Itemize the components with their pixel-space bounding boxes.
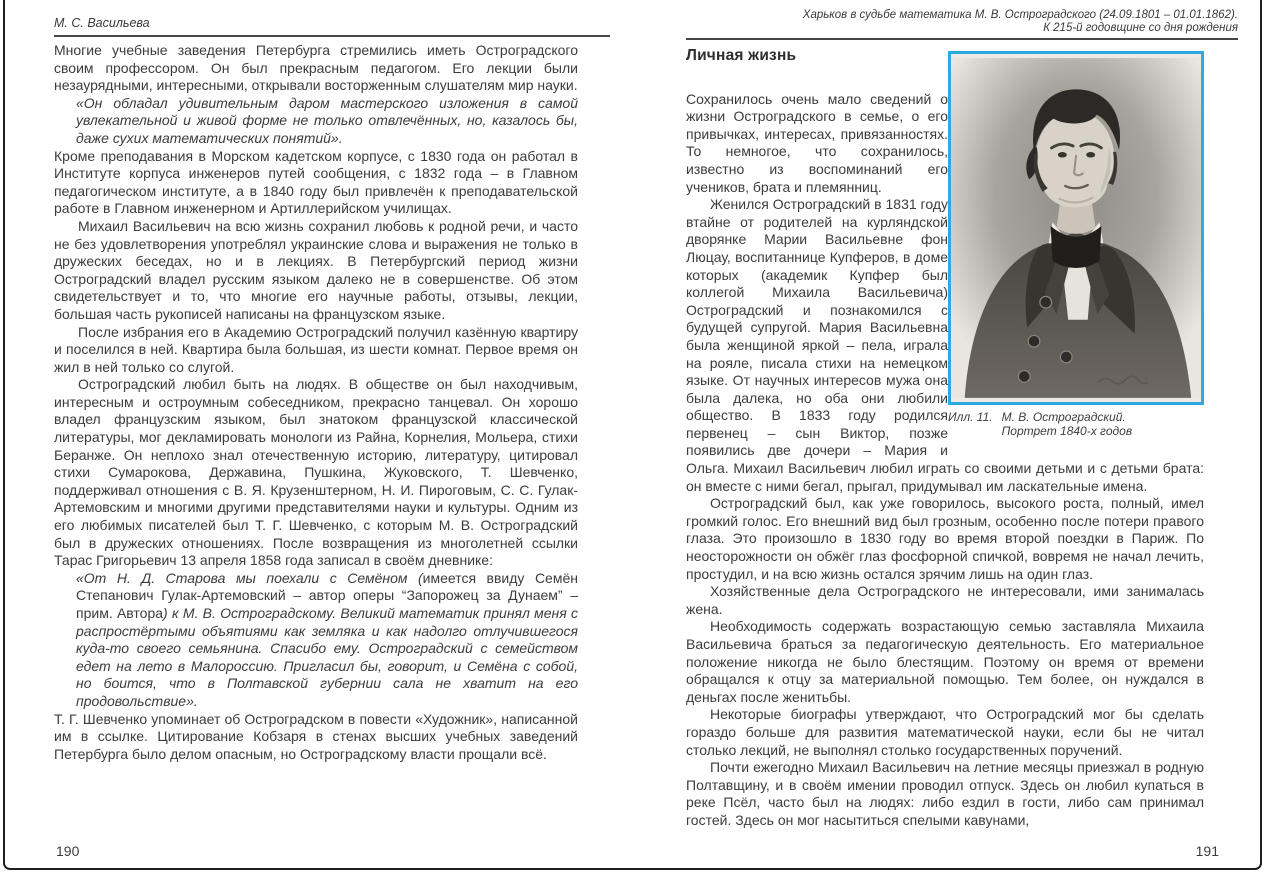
- section-title: Личная жизнь: [686, 47, 797, 64]
- paragraph: Остроградский был, как уже говорилось, высокого роста, полный, имел громкий голос. Его внешний вид был грозным, особенно после потери правого глаза. Это произошло в 1830 году во время второй поездки в Париж. По неосторожности он обжёг глаз фосфорной спичкой, вовремя не начал лечить, простудил, и на всю жизнь остался зрячим лишь на один глаз.: [686, 495, 1204, 582]
- right-page-body: [686, 47, 1204, 830]
- caption-text: [1002, 410, 1133, 438]
- paragraph: Остроградский любил быть на людях. В обществе он был находчивым, интересным и остроумным собеседником, прекрасно танцевал. Он хорошо владел французским языком, был знатоком французской классической литературы, мог декламировать монологи из Райна, Корнелия, Мольера, стихи Беранже. Он неплохо знал отечественную историю, литературу, цитировал стихи Сумарокова, Державина, Пушкина, Жуковского, Т. Шевченко, поддерживал отношения с В. Я. Крузенштерном, Н. И. Пироговым, С. С. Гулак-Артемовским и многими другими представителями науки и культуры. Одним из его любимых писателей был Т. Г. Шевченко, с которым М. В. Остроградский был в дружеских отношениях. После возвращения из многолетней ссылки Тарас Григорьевич 13 апреля 1858 года записал в своём дневнике:: [54, 376, 578, 569]
- page-number-right: 191: [1195, 843, 1219, 859]
- paragraph: Сохранилось очень мало сведений о жизни Остроградского в семье, о его привычках, интересах, привязанностях. То немногое, что сохранилось, известно из воспоминаний его учеников, брата и племянниц.: [686, 90, 948, 195]
- author-name: М. С. Васильева: [54, 16, 150, 30]
- paragraph: Женился Остроградский в 1831 году втайне от родителей на курляндской дворянке Марии Васильевне фон Люцау, воспитаннице Купферов, в доме которых (академик Купфер был коллегой Михаила Васильевича) Остроградский и познакомился с будущей супругой. Мария Васильевна была женщиной яркой – пела, играла на рояле, писала стихи на немецком языке. От научных интересов мужа она была далека, но оба они любили общество. В 1833 году родился первенец – сын Виктор, позже появились две дочери – Мария и Ольга. Михаил Васильевич любил играть со своими детьми и с детьми брата: он вместе с ними бегал, прыгал, придумывал им ласкательные имена.: [686, 196, 1204, 494]
- portrait-image: [948, 51, 1204, 405]
- paragraph: Т. Г. Шевченко упоминает об Остроградском в повести «Художник», написанной им в ссылке. Цитирование Кобзаря в стенах высших учебных заведений Петербурга было делом опасным, но Остроградскому власти прощали всё.: [54, 710, 578, 762]
- paragraph: Необходимость содержать возрастающую семью заставляла Михаила Васильевича браться за педагогическую деятельность. Его материальное положение никогда не было блестящим. Поэтому он время от времени обращался к отцу за материальной помощью. Тем более, он нуждался в деньгах после женитьбы.: [686, 618, 1204, 705]
- caption-title: М. В. Остроградский.: [1001, 410, 1126, 424]
- left-page: [54, 16, 610, 763]
- block-quote: [76, 570, 578, 711]
- quote-italic-part: «От Н. Д. Старова мы поехали с Семёном (: [76, 569, 423, 586]
- caption-subtitle: Портрет 1840-х годов: [1001, 424, 1133, 438]
- portrait-caption: [948, 410, 1204, 438]
- left-page-body: [54, 42, 578, 763]
- paragraph: Кроме преподавания в Морском кадетском корпусе, с 1830 года он работал в Институте корпуса инженеров путей сообщения, с 1832 года – в Главном педагогическом институте, а в 1840 году был привлечён к преподавательской работе в Главном инженерном и Артиллерийском училищах.: [54, 147, 578, 217]
- page-number-left: 190: [56, 843, 80, 859]
- portrait-figure: [948, 51, 1204, 438]
- running-header-left: [54, 16, 610, 37]
- paragraph: Михаил Васильевич на всю жизнь сохранил любовь к родной речи, и часто не без удовлетворения употреблял украинские слова и выражения не только в дружеских беседах, но и в лекциях. В Петербургский период жизни Остроградский владел русским языком далеко не в совершенстве. Об этом свидетельствует и то, что многие его научные работы, отзывы, лекции, большая часть рукописей написаны на французском языке.: [54, 217, 578, 322]
- right-page: [686, 9, 1238, 830]
- quote-italic-part: ) к М. В. Остроградскому. Великий математик принял меня с распростёртыми объятиями как земляка и как надолго отлучившегося куда-то своего семьянина. Спасибо ему. Остроградский с семейством едет на лето в Малороссию. Пригласил бы, говорит, и Семёна с собой, но боится, что в Полтавской губернии сала не хватит на его продовольствие».: [76, 605, 578, 709]
- paragraph: Хозяйственные дела Остроградского не интересовали, ими занималась жена.: [686, 583, 1204, 617]
- quote-note-part: имеется ввиду Семён Степанович Гулак-Артемовский – автор оперы “Запорожец за Дунаем” – прим. Автора: [76, 569, 578, 621]
- paragraph: Многие учебные заведения Петербурга стремились иметь Остроградского своим профессором. Он был прекрасным педагогом. Его лекции были незаурядными, интересными, открывали восторженным слушателям мир науки.: [54, 42, 578, 94]
- running-header-right: [686, 9, 1238, 40]
- paragraph: Некоторые биографы утверждают, что Остроградский мог бы сделать гораздо больше для развития математической науки, если бы не читал столько лекций, не выполнял столько государственных поручений.: [686, 706, 1204, 758]
- article-title-line1: Харьков в судьбе математика М. В. Остроградского (24.09.1801 – 01.01.1862).: [802, 9, 1238, 21]
- caption-label: Илл. 11.: [948, 410, 993, 424]
- article-title-line2: К 215-й годовщине со дня рождения: [1043, 22, 1238, 34]
- paragraph: Почти ежегодно Михаил Васильевич на летние месяцы приезжал в родную Полтавщину, и в своём имении проводил отпуск. Здесь он любил купаться в реке Псёл, часто был на людях: либо ездил в гости, либо сам принимал гостей. Здесь он мог насытиться спелыми кавунами,: [686, 759, 1204, 828]
- block-quote: «Он обладал удивительным даром мастерского изложения в самой увлекательной и живой форме не только отвлечённых, но, казалось бы, даже сухих математических понятий».: [76, 94, 578, 146]
- paragraph: После избрания его в Академию Остроградский получил казённую квартиру и поселился в ней. Квартира была большая, из шести комнат. Первое время он жил в ней только со слугой.: [54, 323, 578, 375]
